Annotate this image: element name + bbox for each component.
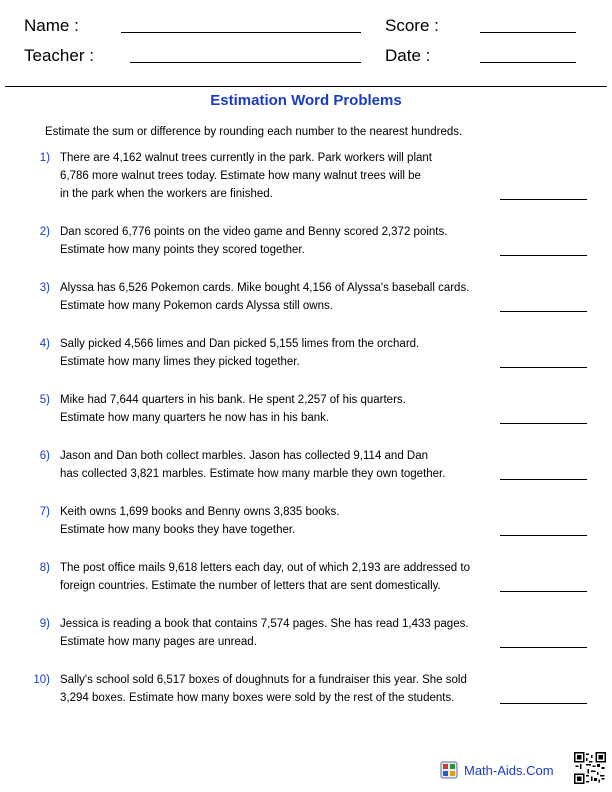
teacher-field-line[interactable] (130, 62, 361, 63)
name-field-line[interactable] (121, 32, 361, 33)
answer-line[interactable] (500, 367, 587, 368)
page-title: Estimation Word Problems (210, 92, 402, 109)
problem-text: Alyssa has 6,526 Pokemon cards. Mike bought 4,156 of Alyssa's baseball cards. Estimate how many Pokemon cards Alyssa still owns. (60, 282, 470, 312)
answer-line[interactable] (500, 535, 587, 536)
score-label: Score : (385, 16, 439, 35)
answer-line[interactable] (500, 479, 587, 480)
problem-number: 6) (39, 450, 50, 462)
problem-text: Keith owns 1,699 books and Benny owns 3,835 books. Estimate how many books they have together. (60, 506, 340, 536)
teacher-label: Teacher : (24, 46, 94, 65)
problem-text: Mike had 7,644 quarters in his bank. He spent 2,257 of his quarters. Estimate how many quarters he now has in his bank. (60, 394, 406, 424)
problem-text: Jessica is reading a book that contains 7,574 pages. She has read 1,433 pages. Estimate how many pages are unread. (60, 618, 469, 648)
name-label: Name : (24, 16, 79, 35)
problem-text: Dan scored 6,776 points on the video game and Benny scored 2,372 points. Estimate how many points they scored together. (60, 226, 448, 256)
answer-line[interactable] (500, 647, 587, 648)
site-link[interactable]: Math-Aids.Com (464, 763, 554, 778)
problem-number: 8) (39, 562, 50, 574)
problem-number: 7) (39, 506, 50, 518)
calculator-icon (440, 761, 458, 779)
problem-text: Jason and Dan both collect marbles. Jason has collected 9,114 and Dan has collected 3,821 marbles. Estimate how many marble they own together. (60, 450, 446, 480)
date-label: Date : (385, 46, 431, 65)
problem-text: There are 4,162 walnut trees currently in the park. Park workers will plant 6,786 more walnut trees today. Estimate how many walnut trees will be in the park when the workers are finished. (60, 152, 432, 200)
problem-text: The post office mails 9,618 letters each day, out of which 2,193 are addressed to foreign countries. Estimate the number of letters that are sent domestically. (60, 562, 470, 592)
problem-number: 5) (39, 394, 50, 406)
answer-line[interactable] (500, 703, 587, 704)
problem-number: 1) (39, 152, 50, 164)
problem-number: 10) (33, 674, 50, 686)
instructions: Estimate the sum or difference by rounding each number to the nearest hundreds. (45, 126, 463, 138)
problem-number: 9) (39, 618, 50, 630)
problem-text: Sally's school sold 6,517 boxes of doughnuts for a fundraiser this year. She sold 3,294 boxes. Estimate how many boxes were sold by the rest of the students. (60, 674, 467, 704)
qr-code-icon (574, 752, 606, 784)
score-field-line[interactable] (480, 32, 576, 33)
problem-text: Sally picked 4,566 limes and Dan picked 5,155 limes from the orchard. Estimate how many limes they picked together. (60, 338, 420, 368)
answer-line[interactable] (500, 423, 587, 424)
header-divider (5, 86, 607, 87)
date-field-line[interactable] (480, 62, 576, 63)
problem-number: 3) (39, 282, 50, 294)
problem-number: 2) (39, 226, 50, 238)
answer-line[interactable] (500, 591, 587, 592)
answer-line[interactable] (500, 311, 587, 312)
answer-line[interactable] (500, 255, 587, 256)
answer-line[interactable] (500, 199, 587, 200)
problem-number: 4) (39, 338, 50, 350)
